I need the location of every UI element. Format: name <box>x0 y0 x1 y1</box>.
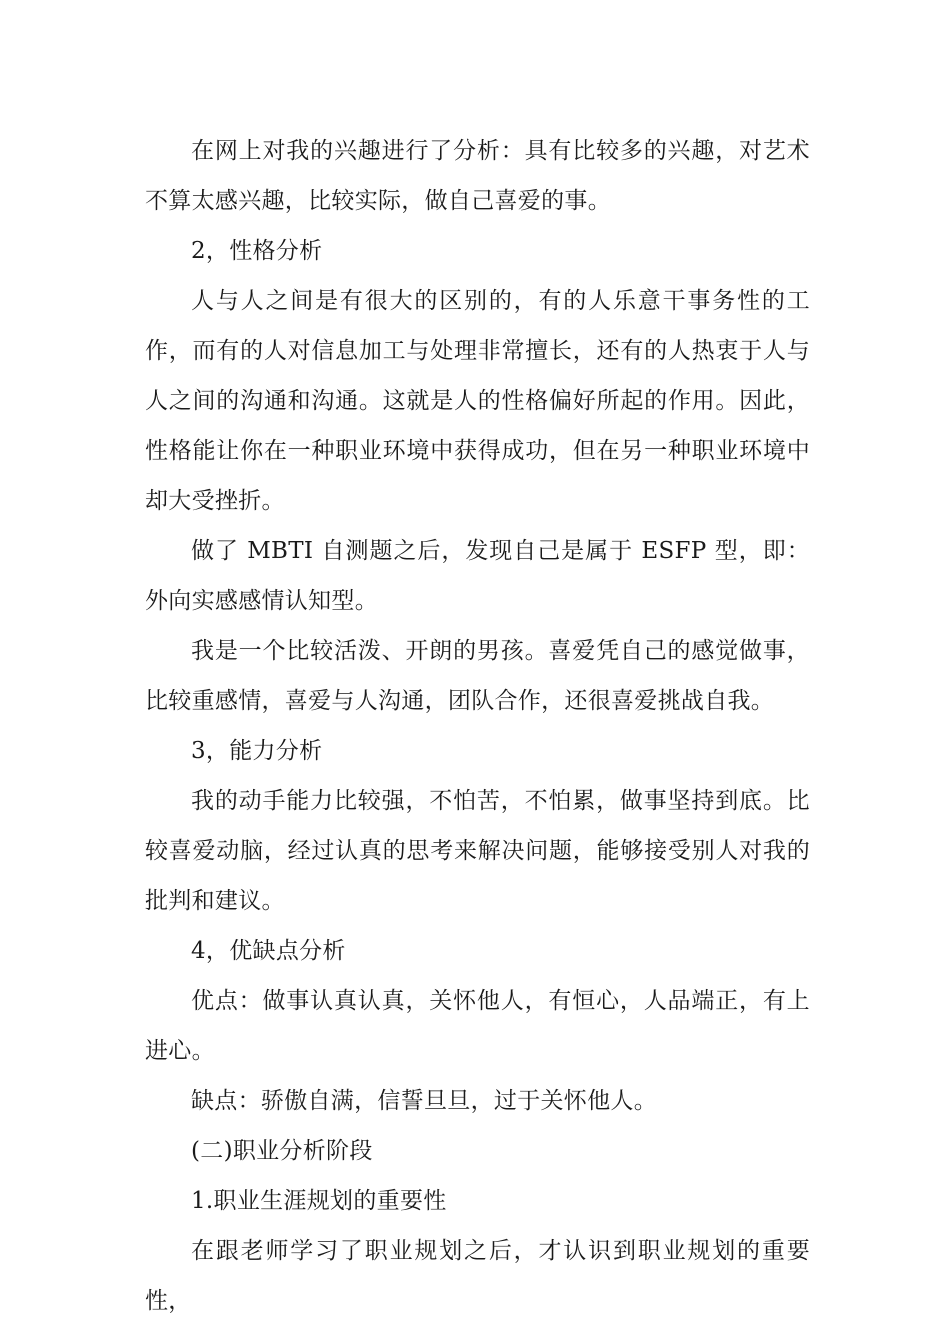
heading-strengths-weaknesses: 4，优缺点分析 <box>191 938 346 964</box>
paragraph-interest-analysis: 在网上对我的兴趣进行了分析：具有比较多的兴趣，对艺术不算太感兴趣，比较实际，做自己喜爱的事。 <box>145 138 810 214</box>
document-body <box>145 126 810 1326</box>
heading-personality-analysis: 2，性格分析 <box>191 238 323 264</box>
paragraph-personality-differences: 人与人之间是有很大的区别的，有的人乐意干事务性的工作，而有的人对信息加工与处理非常擅长，还有的人热衷于人与人之间的沟通和沟通。这就是人的性格偏好所起的作用。因此，性格能让你在一种职业环境中获得成功，但在另一种职业环境中却大受挫折。 <box>145 288 810 514</box>
paragraph-self-description: 我是一个比较活泼、开朗的男孩。喜爱凭自己的感觉做事，比较重感情，喜爱与人沟通，团队合作，还很喜爱挑战自我。 <box>145 638 810 714</box>
paragraph-career-planning-learning: 在跟老师学习了职业规划之后，才认识到职业规划的重要性， <box>145 1238 810 1314</box>
heading-career-planning-importance: 1.职业生涯规划的重要性 <box>191 1188 447 1214</box>
paragraph-mbti-result: 做了 MBTI 自测题之后，发现自己是属于 ESFP 型，即：外向实感感情认知型。 <box>145 538 810 614</box>
paragraph-ability-description: 我的动手能力比较强，不怕苦，不怕累，做事坚持到底。比较喜爱动脑，经过认真的思考来解决问题，能够接受别人对我的批判和建议。 <box>145 788 810 914</box>
heading-ability-analysis: 3，能力分析 <box>191 738 323 764</box>
paragraph-strengths: 优点：做事认真认真，关怀他人，有恒心，人品端正，有上进心。 <box>145 988 810 1064</box>
paragraph-weaknesses: 缺点：骄傲自满，信誓旦旦，过于关怀他人。 <box>191 1088 657 1114</box>
heading-career-analysis-stage: (二)职业分析阶段 <box>191 1138 373 1164</box>
